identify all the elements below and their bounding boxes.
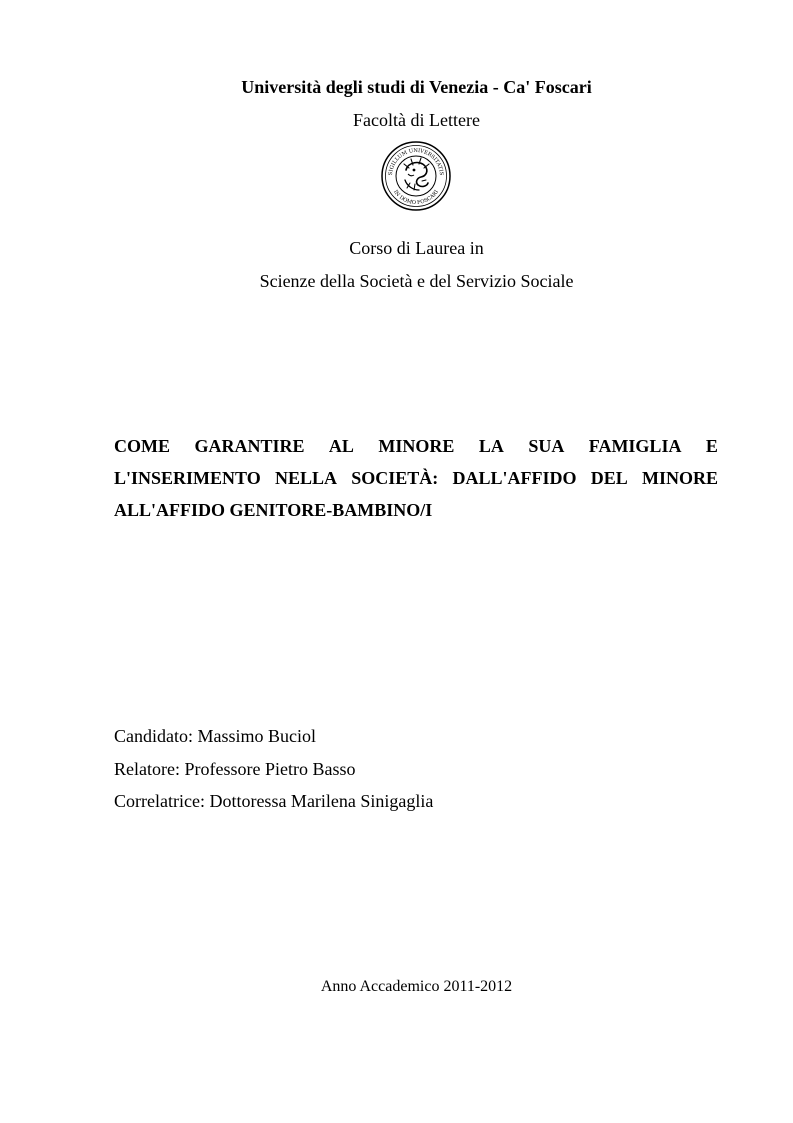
thesis-title [114,430,718,526]
title-word: COME [114,436,170,456]
thesis-title-line-3 [114,494,718,526]
title-word: AL [328,436,354,456]
title-line-text: ALL'AFFIDO GENITORE-BAMBINO/I [114,500,433,520]
title-word: NELLA [274,468,337,488]
title-word: SOCIETÀ: [351,468,439,488]
faculty-name: Facoltà di Lettere [353,110,480,130]
title-word: LA [478,436,504,456]
university-seal-icon [380,140,452,212]
title-word: MINORE [641,468,718,488]
candidate-line: Candidato: Massimo Buciol [114,726,316,746]
title-word: E [705,436,718,456]
title-word: L'INSERIMENTO [114,468,261,488]
course-name: Scienze della Società e del Servizio Sociale [259,271,574,291]
title-word: MINORE [378,436,455,456]
thesis-title-line-2 [114,462,718,494]
course-label: Corso di Laurea in [349,238,484,258]
thesis-title-line-1 [114,430,718,462]
supervisor-line: Relatore: Professore Pietro Basso [114,758,356,779]
title-word: DALL'AFFIDO [452,468,577,488]
title-word: SUA [528,436,565,456]
title-word: GARANTIRE [194,436,305,456]
svg-text:IN DOMO FOSCARI: IN DOMO FOSCARI [392,189,440,207]
title-word: DEL [590,468,628,488]
co-supervisor-line: Correlatrice: Dottoressa Marilena Sinigaglia [114,791,434,811]
title-word: FAMIGLIA [588,436,682,456]
academic-year: Anno Accademico 2011-2012 [320,978,513,995]
people-block [114,720,433,818]
university-name: Università degli studi di Venezia - Ca' Foscari [241,77,592,97]
svg-text:SIGILLUM UNIVERSITATIS: SIGILLUM UNIVERSITATIS [387,147,445,176]
